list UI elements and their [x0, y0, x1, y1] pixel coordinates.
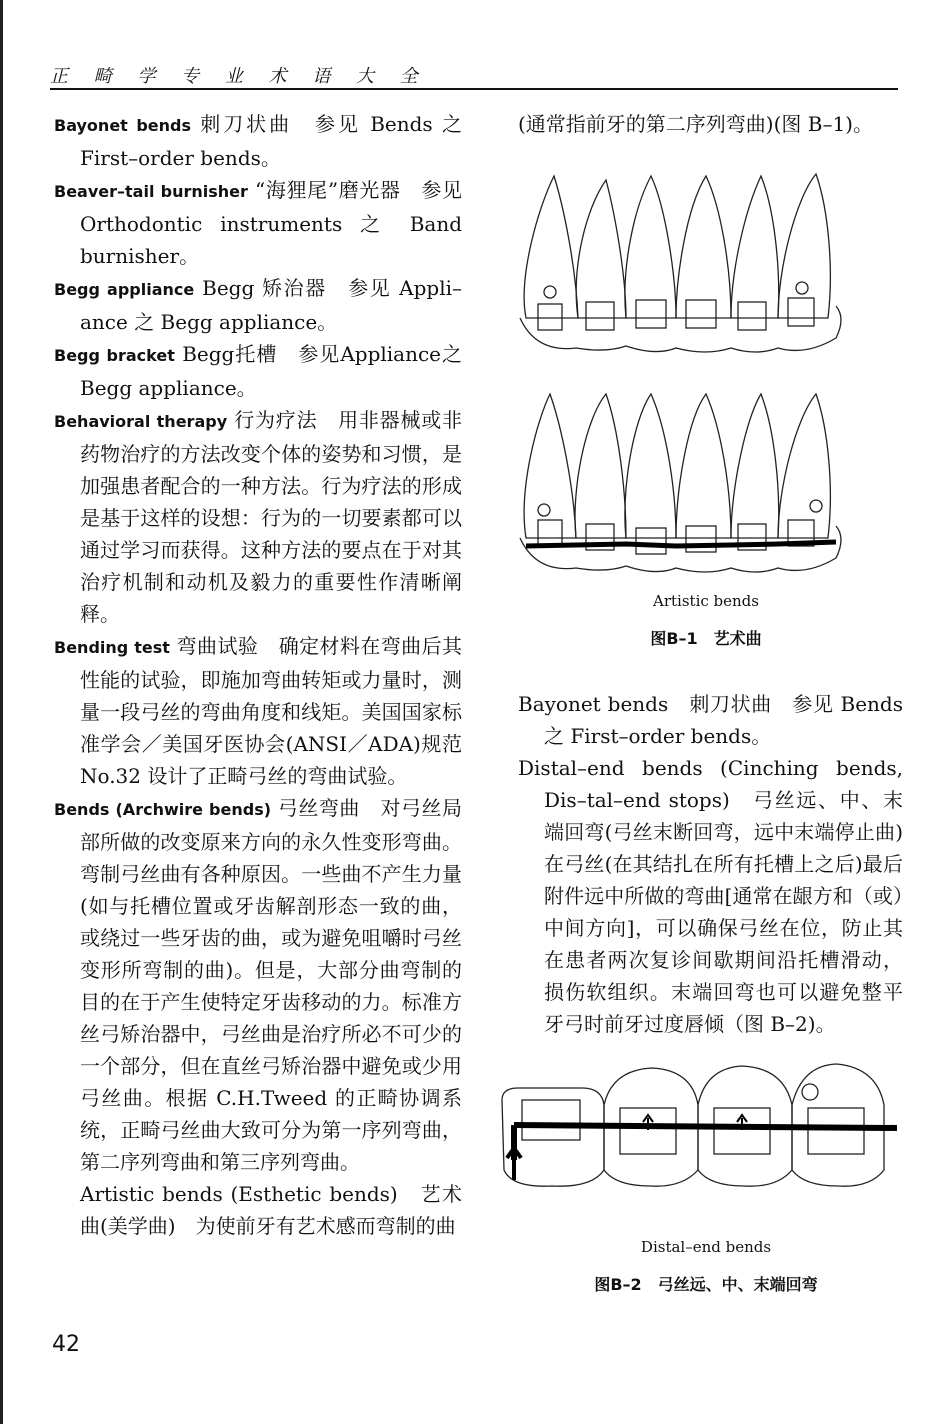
glossary-entry: [54, 338, 462, 404]
hook: [802, 1084, 818, 1100]
entry-term: Bayonet bends: [54, 116, 191, 135]
entry-text: 行为疗法 用非器械或非药物治疗的方法改变个体的姿势和习惯，是加强患者配合的一种方法。行为疗法的形成是基于这样的设想：行为的一切要素都可以通过学习而获得。这种方法的要点在于对其治疗机制和动机及毅力的重要性作清晰阐释。: [80, 408, 463, 626]
left-column: [54, 108, 462, 1242]
molar-tube: [522, 1100, 580, 1140]
page-number: 42: [52, 1332, 80, 1357]
glossary-entry: [54, 174, 462, 272]
figure-b1-caption-cn: 图B–1 艺术曲: [650, 629, 762, 648]
entry-continuation: Artistic bends (Esthetic bends) 艺术曲(美学曲) 为使前牙有艺术感而弯制的曲: [80, 1182, 462, 1238]
figure-b2-caption-en: Distal–end bends: [640, 1238, 772, 1256]
glossary-entry: [54, 630, 462, 792]
glossary-entry: Bayonet bends 刺刀状曲 参见 Bends 之 First–order bends。: [518, 692, 903, 748]
page-spine-edge: [0, 0, 3, 1424]
right-column-top: [518, 108, 903, 140]
glossary-entry: [54, 108, 462, 174]
entry-text: Begg 矫治器 参见 Appli–ance 之 Begg appliance。: [80, 276, 462, 334]
right-column-middle: [518, 688, 923, 1040]
tooth-crown-row-1: [524, 174, 830, 318]
entry-term: Beaver–tail burnisher: [54, 182, 248, 201]
glossary-entry: [54, 272, 462, 338]
bracket: [808, 1108, 864, 1154]
glossary-entry: [54, 792, 462, 1178]
entry-text: 弯曲试验 确定材料在弯曲后其性能的试验，即施加弯曲转矩或力量时，测量一段弓丝的弯曲角度和线矩。美国国家标准学会／美国牙医协会(ANSI／ADA)规范 No.32 设计了正畸弓丝的弯曲试验。: [80, 634, 462, 788]
entry-term: Bends (Archwire bends): [54, 800, 272, 819]
entry-term: Bending test: [54, 638, 170, 657]
figure-b1-artistic-bends: [516, 168, 896, 588]
archwire: [526, 542, 836, 546]
arrow-up-icon: [507, 1148, 521, 1180]
entry-term: Begg appliance: [54, 280, 195, 299]
entry-term: Begg bracket: [54, 346, 175, 365]
tooth-crown-row-2: [524, 394, 830, 538]
entry-text: “海狸尾”磨光器 参见 Orthodontic instruments 之 Band burnisher。: [80, 178, 463, 268]
figure-b1-caption-en: Artistic bends: [653, 592, 759, 610]
entry-text: 刺刀状曲 参见 Bends 之 First–order bends。: [80, 112, 462, 170]
glossary-entry: [54, 404, 462, 630]
header-rule: [50, 88, 898, 90]
figure-b2-distal-end-bends: [492, 1060, 902, 1210]
running-header: 正 畸 学 专 业 术 语 大 全: [50, 66, 428, 87]
continuation-text: (通常指前牙的第二序列弯曲)(图 B–1)。: [518, 112, 873, 136]
archwire: [514, 1125, 897, 1128]
molar-tooth: [502, 1088, 604, 1186]
glossary-entry: Distal–end bends (Cinching bends, Dis–tal–end stops) 弓丝远、中、末端回弯(弓丝末断回弯，远中末端停止曲) 在弓丝(在其结扎在所有托槽上之后)最后附件远中所做的弯曲[通常在龈方和（或）中间方向]，可以确保弓丝在位，防止其在患者两次复诊间歇期间沿托槽滑动，损伤软组织。末端回弯也可以避免整平牙弓时前牙过度唇倾（图 B–2)。: [518, 756, 923, 1036]
entry-text: Begg托槽 参见Appliance之 Begg appliance。: [80, 342, 462, 400]
entry-term: Behavioral therapy: [54, 412, 228, 431]
entry-text: 弓丝弯曲 对弓丝局部所做的改变原来方向的永久性变形弯曲。弯制弓丝曲有各种原因。一些曲不产生力量(如与托槽位置或牙齿解剖形态一致的曲，或绕过一些牙齿的曲，或为避免咀嚼时弓丝变形所弯制的曲)。但是，大部分曲弯制的目的在于产生使特定牙齿移动的力。标准方丝弓矫治器中，弓丝曲是治疗所必不可少的一个部分，但在直丝弓矫治器中避免或少用弓丝曲。根据 C.H.Tweed 的正畸协调系统，正畸弓丝曲大致可分为第一序列弯曲，第二序列弯曲和第三序列弯曲。: [80, 796, 462, 1174]
figure-b2-caption-cn: 图B–2 弓丝远、中、末端回弯: [594, 1275, 818, 1294]
